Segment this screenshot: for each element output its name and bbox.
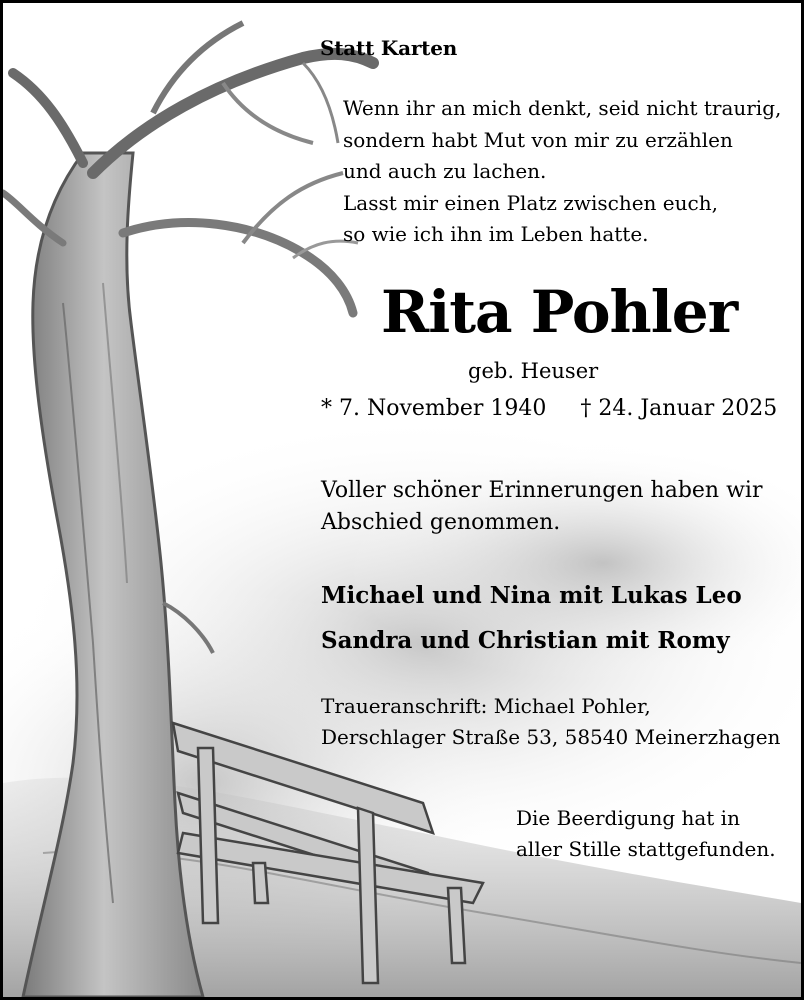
farewell-text [321,475,762,539]
address-line: Derschlager Straße 53, 58540 Meinerzhagen [321,725,781,749]
funeral-note [516,803,776,865]
farewell-line: Voller schöner Erinnerungen haben wir [321,478,763,503]
funeral-line: Die Beerdigung hat in [516,806,740,830]
life-dates [321,396,777,421]
poem-line: so wie ich ihn im Leben hatte. [343,222,649,246]
death-date: † 24. Januar 2025 [580,396,778,421]
poem-line: und auch zu lachen. [343,159,547,183]
farewell-line: Abschied genommen. [321,510,561,535]
birth-name: geb. Heuser [468,359,599,383]
poem [343,93,781,251]
poem-line: Lasst mir einen Platz zwischen euch, [343,190,718,215]
mourners-list [321,573,742,663]
mourning-address [321,691,780,753]
poem-line: sondern habt Mut von mir zu erzählen [343,127,733,152]
funeral-line: aller Stille stattgefunden. [516,837,776,861]
address-line: Traueranschrift: Michael Pohler, [321,694,651,718]
statt-karten-heading: Statt Karten [320,36,458,60]
poem-line: Wenn ihr an mich denkt, seid nicht traurig, [343,96,782,120]
deceased-name: Rita Pohler [381,278,738,346]
birth-date: * 7. November 1940 [321,396,547,421]
mourner-line: Michael und Nina mit Lukas Leo [321,582,742,609]
mourner-line: Sandra und Christian mit Romy [321,627,730,654]
